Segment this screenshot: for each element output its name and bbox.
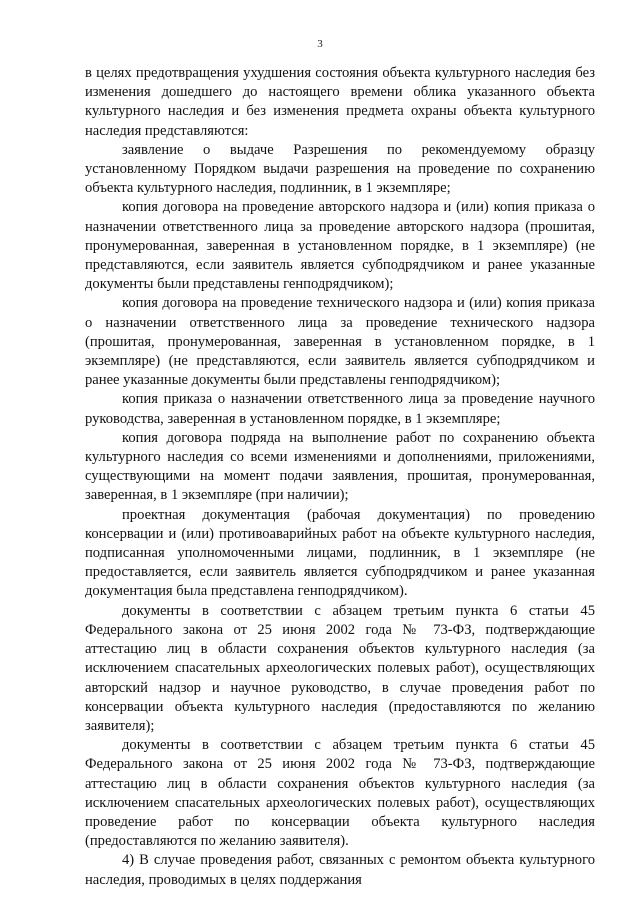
paragraph-technical-supervision: копия договора на проведение технического надзора и (или) копия приказа о назначении ответственного лица за проведение технического надзора (прошитая, пронумерованная, заверенная в установленном порядке, в 1 экземпляре) (не представляются, если заявитель является субподрядчиком и ранее указанные документы были представлены генподрядчиком); — [85, 295, 595, 389]
paragraph-scientific-management: копия приказа о назначении ответственного лица за проведение научного руководства, заверенная в установленном порядке, в 1 экземпляре; — [85, 391, 595, 427]
paragraph-contract-copy: копия договора подряда на выполнение работ по сохранению объекта культурного наследия со всеми изменениями и дополнениями, приложениями, существующими на момент подачи заявления, прошитая, пронумерованная, заверенная, в 1 экземпляре (при наличии); — [85, 429, 595, 504]
paragraph-application: заявление о выдаче Разрешения по рекомендуемому образцу установленному Порядком выдачи разрешения на проведение по сохранению объекта культурного наследия, подлинник, в 1 экземпляре; — [85, 141, 595, 197]
paragraph-attestation-documents-1: документы в соответствии с абзацем третьим пункта 6 статьи 45 Федерального закона от 25 июня 2002 года № 73-ФЗ, подтверждающие аттестацию лиц в области сохранения объектов культурного наследия (за исключением спасательных археологических полевых работ), осуществляющих авторский надзор и научное руководство, в случае проведения работ по консервации объекта культурного наследия (предоставляются по желанию заявителя); — [85, 602, 595, 734]
paragraph-item-4: 4) В случае проведения работ, связанных с ремонтом объекта культурного наследия, проводимых в целях поддержания — [85, 852, 595, 888]
document-body — [85, 64, 595, 890]
page-number: 3 — [317, 38, 323, 50]
paragraph-intro: в целях предотвращения ухудшения состояния объекта культурного наследия без изменения дошедшего до настоящего времени облика указанного объекта культурного наследия и без изменения предмета охраны объекта культурного наследия представляются: — [85, 65, 595, 139]
paragraph-attestation-documents-2: документы в соответствии с абзацем третьим пункта 6 статьи 45 Федерального закона от 25 июня 2002 года № 73-ФЗ, подтверждающие аттестацию лиц в области сохранения объектов культурного наследия (за исключением спасательных археологических полевых работ), осуществляющих проведение работ по консервации объекта культурного наследия (предоставляются по желанию заявителя). — [85, 737, 595, 850]
paragraph-project-documentation: проектная документация (рабочая документация) по проведению консервации и (или) противоаварийных работ на объекте культурного наследия, подписанная уполномоченными лицами, подлинник, в 1 экземпляре (не предоставляется, если заявитель является субподрядчиком и ранее указанная документация была представлена генподрядчиком). — [85, 506, 595, 600]
paragraph-author-supervision: копия договора на проведение авторского надзора и (или) копия приказа о назначении ответственного лица за проведение авторского надзора (прошитая, пронумерованная, заверенная в установленном порядке, в 1 экземпляре) (не представляются, если заявитель является субподрядчиком и ранее указанные документы были представлены генподрядчиком); — [85, 199, 595, 293]
